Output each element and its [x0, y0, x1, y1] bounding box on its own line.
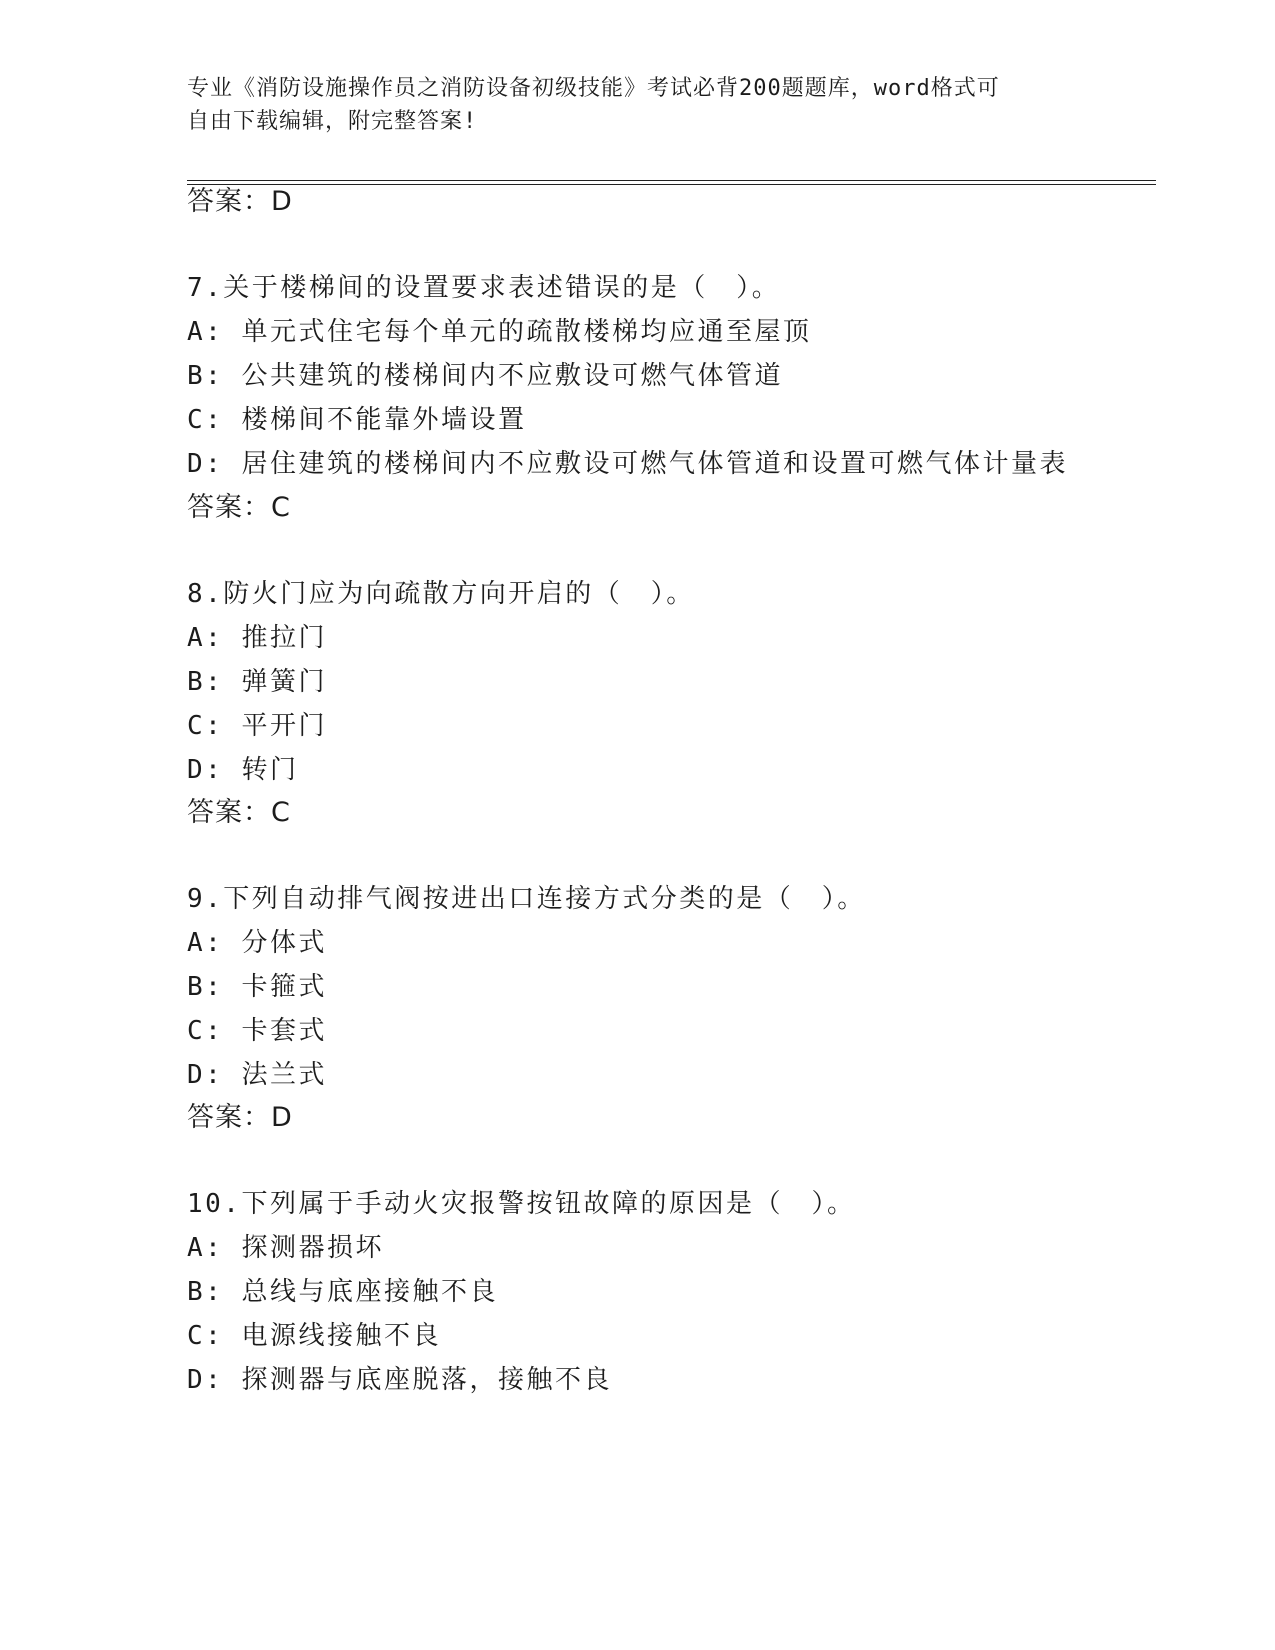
question-option: C: 电源线接触不良 [187, 1321, 441, 1351]
question-stem: 7.关于楼梯间的设置要求表述错误的是（ ）。 [187, 273, 781, 303]
question-option: C: 楼梯间不能靠外墙设置 [187, 405, 527, 435]
question-option: B: 公共建筑的楼梯间内不应敷设可燃气体管道 [187, 361, 783, 391]
question-stem: 8.防火门应为向疏散方向开启的（ ）。 [187, 579, 695, 609]
question-option: D: 转门 [187, 755, 299, 785]
question-option: C: 卡套式 [187, 1016, 327, 1046]
question-option: D: 法兰式 [187, 1060, 327, 1090]
question-option: B: 总线与底座接触不良 [187, 1277, 498, 1307]
page-header [187, 72, 1087, 138]
header-title-line-1: 专业《消防设施操作员之消防设备初级技能》考试必背200题题库，word格式可 [187, 76, 1000, 101]
question-option: B: 卡箍式 [187, 972, 327, 1002]
question-option: C: 平开门 [187, 711, 327, 741]
question-answer: 答案：C [187, 797, 291, 828]
header-divider-bottom [187, 184, 1156, 185]
question-option: A: 分体式 [187, 928, 327, 958]
question-stem: 9.下列自动排气阀按进出口连接方式分类的是（ ）。 [187, 884, 866, 914]
question-answer: 答案：C [187, 492, 291, 523]
question-option: B: 弹簧门 [187, 667, 327, 697]
question-option: A: 推拉门 [187, 623, 327, 653]
header-title-line-2: 自由下载编辑，附完整答案! [187, 109, 478, 134]
question-option: A: 单元式住宅每个单元的疏散楼梯均应通至屋顶 [187, 317, 812, 347]
question-answer: 答案：D [187, 1102, 293, 1133]
previous-answer: 答案：D [187, 186, 293, 217]
question-option: D: 探测器与底座脱落，接触不良 [187, 1365, 612, 1395]
question-stem: 10.下列属于手动火灾报警按钮故障的原因是（ ）。 [187, 1189, 856, 1219]
question-option: D: 居住建筑的楼梯间内不应敷设可燃气体管道和设置可燃气体计量表 [187, 449, 1068, 479]
question-option: A: 探测器损坏 [187, 1233, 384, 1263]
header-divider-top [187, 180, 1156, 181]
